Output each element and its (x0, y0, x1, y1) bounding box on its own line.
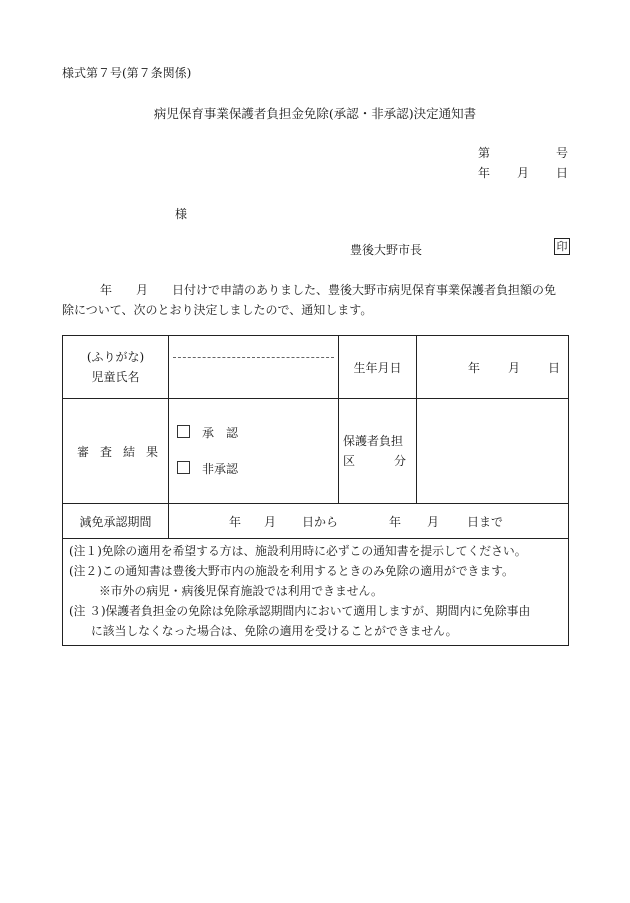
issue-month: 月 (516, 166, 529, 180)
period-field[interactable] (169, 504, 569, 539)
furigana-label: (ふりがな) (86, 350, 145, 364)
issue-year: 年 (478, 166, 491, 180)
issue-date-line (478, 164, 568, 181)
period-start-day: 日から (302, 515, 339, 529)
review-char: 審 (77, 444, 90, 459)
review-result-label (63, 399, 169, 504)
reject-option[interactable] (177, 451, 338, 487)
note-2-sub: ※市外の病児・病後児保育施設では利用できません。 (99, 584, 383, 598)
birth-day: 日 (547, 360, 560, 375)
period-end-day: 日まで (467, 515, 504, 529)
notes-cell (63, 539, 569, 646)
seal-mark: 印 (554, 238, 570, 255)
child-name-field[interactable] (169, 336, 339, 399)
child-name-label-cell (63, 336, 169, 399)
guardian-label-line1: 保護者負担 (343, 434, 404, 448)
approve-label: 承 認 (202, 426, 239, 440)
note-2: (注２)この通知書は豊後大野市内の施設を利用するときのみ免除の適用ができます。 (69, 564, 514, 578)
body-text: 日付けで申請のありました、豊後大野市病児保育事業保護者負担額の免除について、次のとおり決定しましたので、通知します。 (62, 283, 557, 317)
period-label: 減免承認期間 (63, 504, 169, 539)
birthdate-field[interactable] (417, 336, 569, 399)
issue-day: 日 (555, 166, 568, 180)
guardian-category-field[interactable] (417, 399, 569, 504)
approve-checkbox[interactable] (177, 425, 190, 438)
note-3-cont: に該当しなくなった場合は、免除の適用を受けることができません。 (91, 624, 458, 638)
issuer-name: 豊後大野市長 (350, 243, 423, 257)
guardian-category-label (339, 399, 417, 504)
reject-label: 非承認 (202, 462, 239, 476)
approve-option[interactable] (177, 415, 338, 451)
body-year: 年 (100, 283, 113, 297)
addressee-honorific: 様 (175, 207, 188, 221)
number-prefix: 第 (478, 146, 491, 160)
period-end-year: 年 (389, 515, 402, 529)
birth-month: 月 (507, 360, 520, 375)
birthdate-label: 生年月日 (339, 336, 417, 399)
review-char: 果 (145, 444, 158, 459)
note-3: (注 ３)保護者負担金の免除は免除承認期間内において適用しますが、期間内に免除事由 (69, 604, 531, 618)
review-result-options (169, 399, 339, 504)
document-number-line (478, 144, 568, 161)
note-1: (注１)免除の適用を希望する方は、施設利用時に必ずこの通知書を提示してください。 (69, 544, 527, 558)
review-char: 結 (122, 444, 135, 459)
period-start-year: 年 (229, 515, 242, 529)
period-start-month: 月 (264, 515, 277, 529)
document-title: 病児保育事業保護者負担金免除(承認・非承認)決定通知書 (153, 106, 477, 121)
furigana-divider (173, 357, 334, 358)
child-name-label: 児童氏名 (91, 370, 140, 384)
reject-checkbox[interactable] (177, 461, 190, 474)
number-suffix: 号 (555, 146, 568, 160)
decision-table (62, 335, 569, 646)
period-end-month: 月 (427, 515, 440, 529)
guardian-label-char: 区 (343, 454, 356, 468)
form-number-label: 様式第７号(第７条関係) (62, 66, 192, 80)
review-char: 査 (99, 444, 112, 459)
birth-year: 年 (467, 360, 480, 375)
body-paragraph (62, 280, 568, 320)
body-month: 月 (136, 283, 149, 297)
guardian-label-char: 分 (393, 454, 406, 468)
